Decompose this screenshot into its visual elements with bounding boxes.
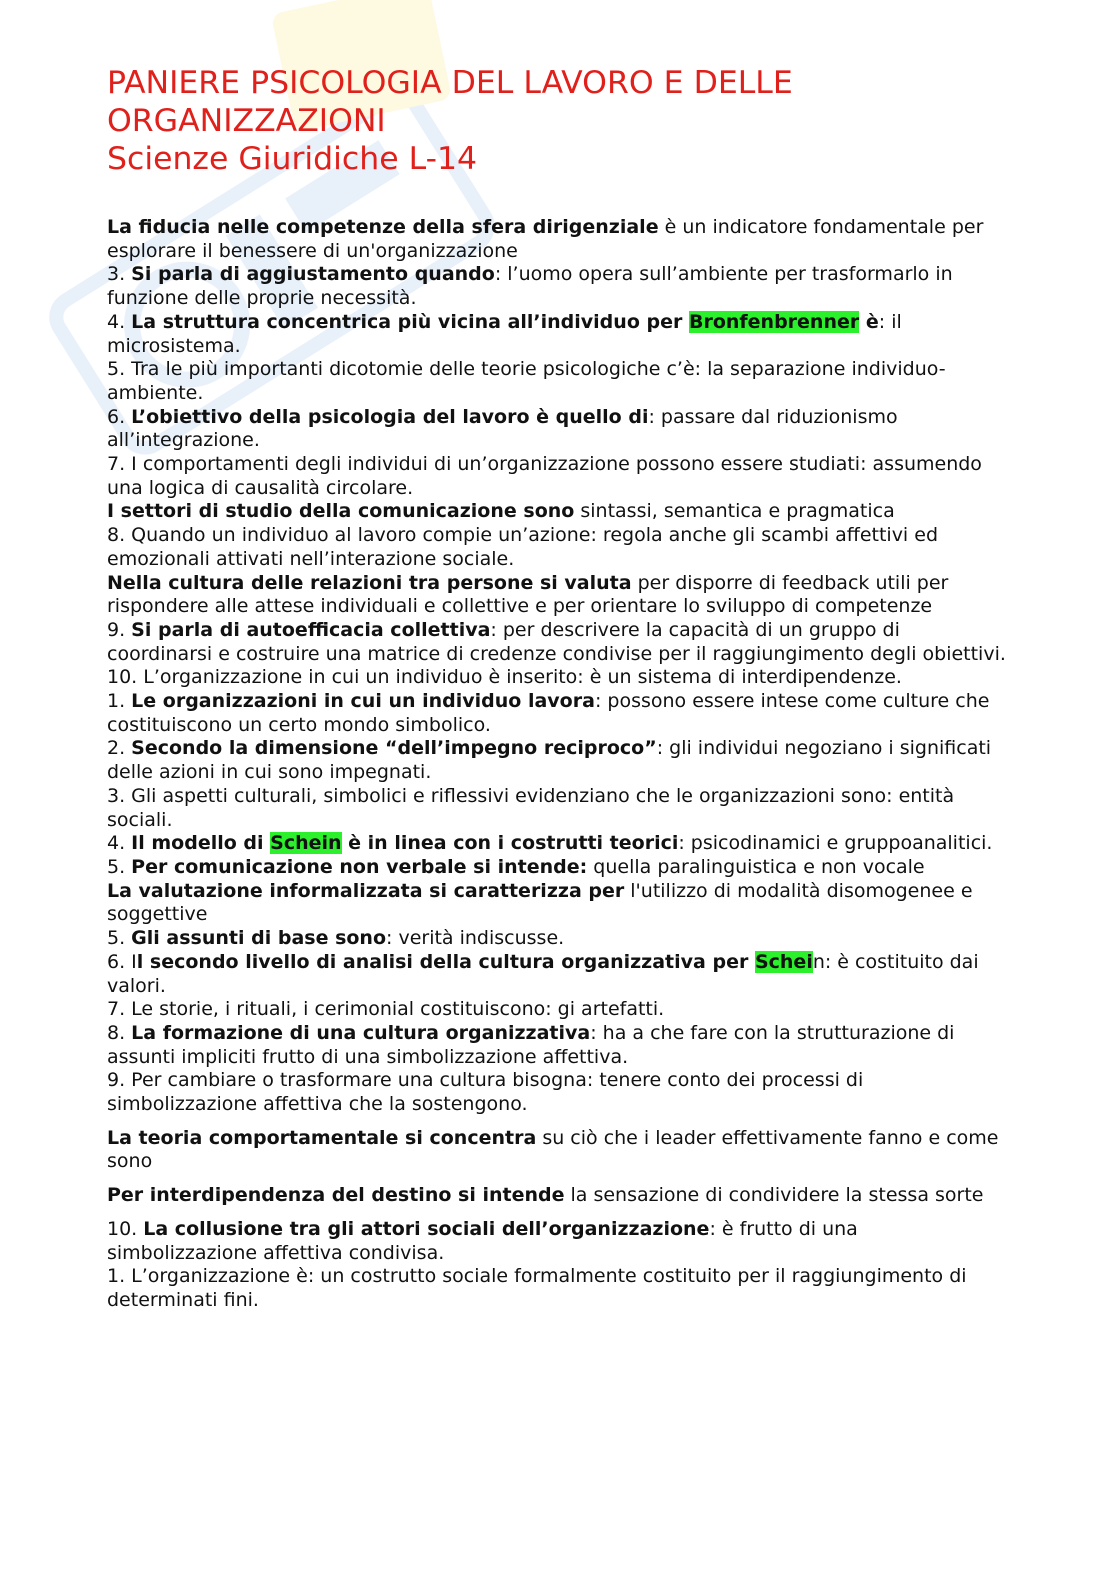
line-num: 9.: [107, 618, 132, 641]
line-rest: Per cambiare o trasformare una cultura bisogna: tenere conto dei processi di simbolizzazione affettiva che la sostengono.: [107, 1069, 864, 1116]
line-rest: Tra le più importanti dicotomie delle teorie psicologiche c’è: la separazione individuo-ambiente.: [107, 358, 946, 404]
question-line: [107, 453, 1007, 500]
line-rest: è un indicatore fondamentale per esplorare il benessere di un'organizzazione: [107, 216, 984, 262]
question-line: [107, 1265, 1007, 1312]
question-line: [107, 216, 1007, 263]
line-num: 8.: [107, 1021, 132, 1044]
question-line: [107, 690, 1007, 737]
line-num: 2.: [107, 737, 132, 760]
line-bold: l secondo livello di analisi della cultura organizzativa per: [136, 950, 755, 973]
line-bold: Secondo la dimensione “dell’impegno reciproco”: [131, 737, 657, 760]
question-line: [107, 311, 1007, 358]
question-line: [107, 1022, 1007, 1069]
line-rest: : passare dal riduzionismo all’integrazione.: [107, 405, 898, 452]
line-bold: La collusione tra gli attori sociali dell’organizzazione: [143, 1217, 710, 1240]
line-rest: L’organizzazione è: un costrutto sociale formalmente costituito per il raggiungimento di determinati fini.: [107, 1265, 967, 1311]
question-line: [107, 785, 1007, 832]
line-rest: : il microsistema.: [107, 310, 902, 357]
question-line: [107, 927, 1007, 951]
document-title: PANIERE PSICOLOGIA DEL LAVORO E DELLE ORGANIZZAZIONI: [107, 65, 793, 139]
line-rest: sintassi, semantica e pragmatica: [574, 500, 895, 523]
question-line: [107, 666, 1007, 690]
question-line: [107, 572, 1007, 619]
line-bold: L’obiettivo della psicologia del lavoro è quello di: [131, 405, 649, 428]
line-rest: l'utilizzo di modalità disomogenee e soggettive: [107, 879, 973, 926]
line-num: 4.: [107, 310, 132, 333]
line-num: 1.: [107, 690, 132, 713]
question-line: [107, 1069, 1007, 1116]
line-num: 10.: [107, 1217, 144, 1240]
line-num: 7.: [107, 453, 132, 476]
question-line: [107, 737, 1007, 784]
line-num: 5.: [107, 358, 132, 381]
line-num: 6. I: [107, 950, 137, 973]
line-bold: La fiducia nelle competenze della sfera dirigenziale: [107, 216, 659, 238]
line-num: 4.: [107, 832, 132, 855]
line-bold: Gli assunti di base sono: [131, 927, 387, 950]
line-num: 5.: [107, 855, 132, 878]
question-line: [107, 1127, 1007, 1174]
line-bold: La valutazione informalizzata si caratterizza per: [107, 879, 625, 902]
line-rest: L’organizzazione in cui un individuo è inserito: è un sistema di interdipendenze.: [143, 666, 902, 689]
line-bold: Il modello di: [131, 832, 271, 855]
line-rest: su ciò che i leader effettivamente fanno e come sono: [107, 1126, 999, 1173]
question-line: [107, 406, 1007, 453]
line-num: 3.: [107, 784, 132, 807]
question-line: [107, 1218, 1007, 1265]
line-num: 3.: [107, 263, 132, 286]
line-rest: : gli individui negoziano i significati delle azioni in cui sono impegnati.: [107, 737, 992, 784]
question-line: [107, 1184, 1007, 1208]
line-rest: Gli aspetti culturali, simbolici e riflessivi evidenziano che le organizzazioni sono: entità sociali.: [107, 784, 955, 831]
line-rest: : ha a che fare con la strutturazione di assunti impliciti frutto di una simbolizzazione affettiva.: [107, 1021, 955, 1068]
line-bold: La struttura concentrica più vicina all’individuo per: [131, 310, 689, 333]
question-line: [107, 832, 1007, 856]
line-rest: : l’uomo opera sull’ambiente per trasformarlo in funzione delle proprie necessità.: [107, 263, 953, 310]
line-num: 9.: [107, 1069, 132, 1092]
question-line: [107, 358, 1007, 405]
line-hl: Schei: [754, 950, 813, 973]
line-bold: Nella cultura delle relazioni tra persone si valuta: [107, 571, 632, 594]
line-rest: : verità indiscusse.: [386, 927, 565, 950]
line-bold: I settori di studio della comunicazione sono: [107, 500, 575, 523]
document-subtitle: Scienze Giuridiche L-14: [107, 141, 478, 177]
line-rest: quella paralinguistica e non vocale: [587, 855, 925, 878]
line-rest: : è frutto di una simbolizzazione affettiva condivisa.: [107, 1217, 858, 1264]
question-line: [107, 524, 1007, 571]
line-num: 1.: [107, 1265, 132, 1288]
line-bold: Si parla di autoefficacia collettiva: [131, 618, 491, 641]
question-line: [107, 998, 1007, 1022]
line-bold: Per interdipendenza del destino si intende: [107, 1184, 565, 1207]
line-bold2: è in linea con i costrutti teorici: [341, 832, 679, 855]
line-rest: per disporre di feedback utili per rispondere alle attese individuali e collettive e per orientare lo sviluppo di competenze: [107, 571, 949, 618]
line-rest: : psicodinamici e gruppoanalitici.: [678, 832, 993, 855]
line-rest: Quando un individuo al lavoro compie un’azione: regola anche gli scambi affettivi ed emozionali attivati nell’interazione sociale.: [107, 524, 939, 570]
line-rest: la sensazione di condividere la stessa sorte: [564, 1184, 984, 1207]
line-num: 10.: [107, 666, 144, 689]
line-rest: Le storie, i rituali, i cerimonial costituiscono: gi artefatti.: [131, 998, 665, 1021]
question-line: [107, 500, 1007, 524]
question-line: [107, 263, 1007, 310]
line-bold: La formazione di una cultura organizzativa: [131, 1021, 591, 1044]
line-bold: Si parla di aggiustamento quando: [131, 263, 495, 286]
question-list: [107, 216, 1007, 1313]
line-bold: Per comunicazione non verbale si intende:: [131, 855, 588, 878]
line-bold: La teoria comportamentale si concentra: [107, 1126, 537, 1149]
line-bold2: è: [859, 310, 879, 333]
line-num: 5.: [107, 927, 132, 950]
line-bold: Le organizzazioni in cui un individuo lavora: [131, 690, 595, 713]
line-hl: Bronfenbrenner: [688, 310, 860, 333]
line-rest: : per descrivere la capacità di un gruppo di coordinarsi e costruire una matrice di credenze condivise per il raggiungimento degli obiettivi.: [107, 618, 1006, 665]
question-line: [107, 619, 1007, 666]
question-line: [107, 951, 1007, 998]
line-rest: n: è costituito dai valori.: [107, 950, 979, 997]
line-rest: : possono essere intese come culture che costituiscono un certo mondo simbolico.: [107, 690, 990, 736]
document-page: [107, 64, 1007, 1313]
line-num: 8.: [107, 524, 132, 547]
line-rest: I comportamenti degli individui di un’organizzazione possono essere studiati: assumendo una logica di causalità circolare.: [107, 453, 982, 499]
line-num: 7.: [107, 998, 132, 1021]
line-hl: Schein: [270, 832, 342, 855]
question-line: [107, 880, 1007, 927]
line-num: 6.: [107, 405, 132, 428]
question-line: [107, 856, 1007, 880]
